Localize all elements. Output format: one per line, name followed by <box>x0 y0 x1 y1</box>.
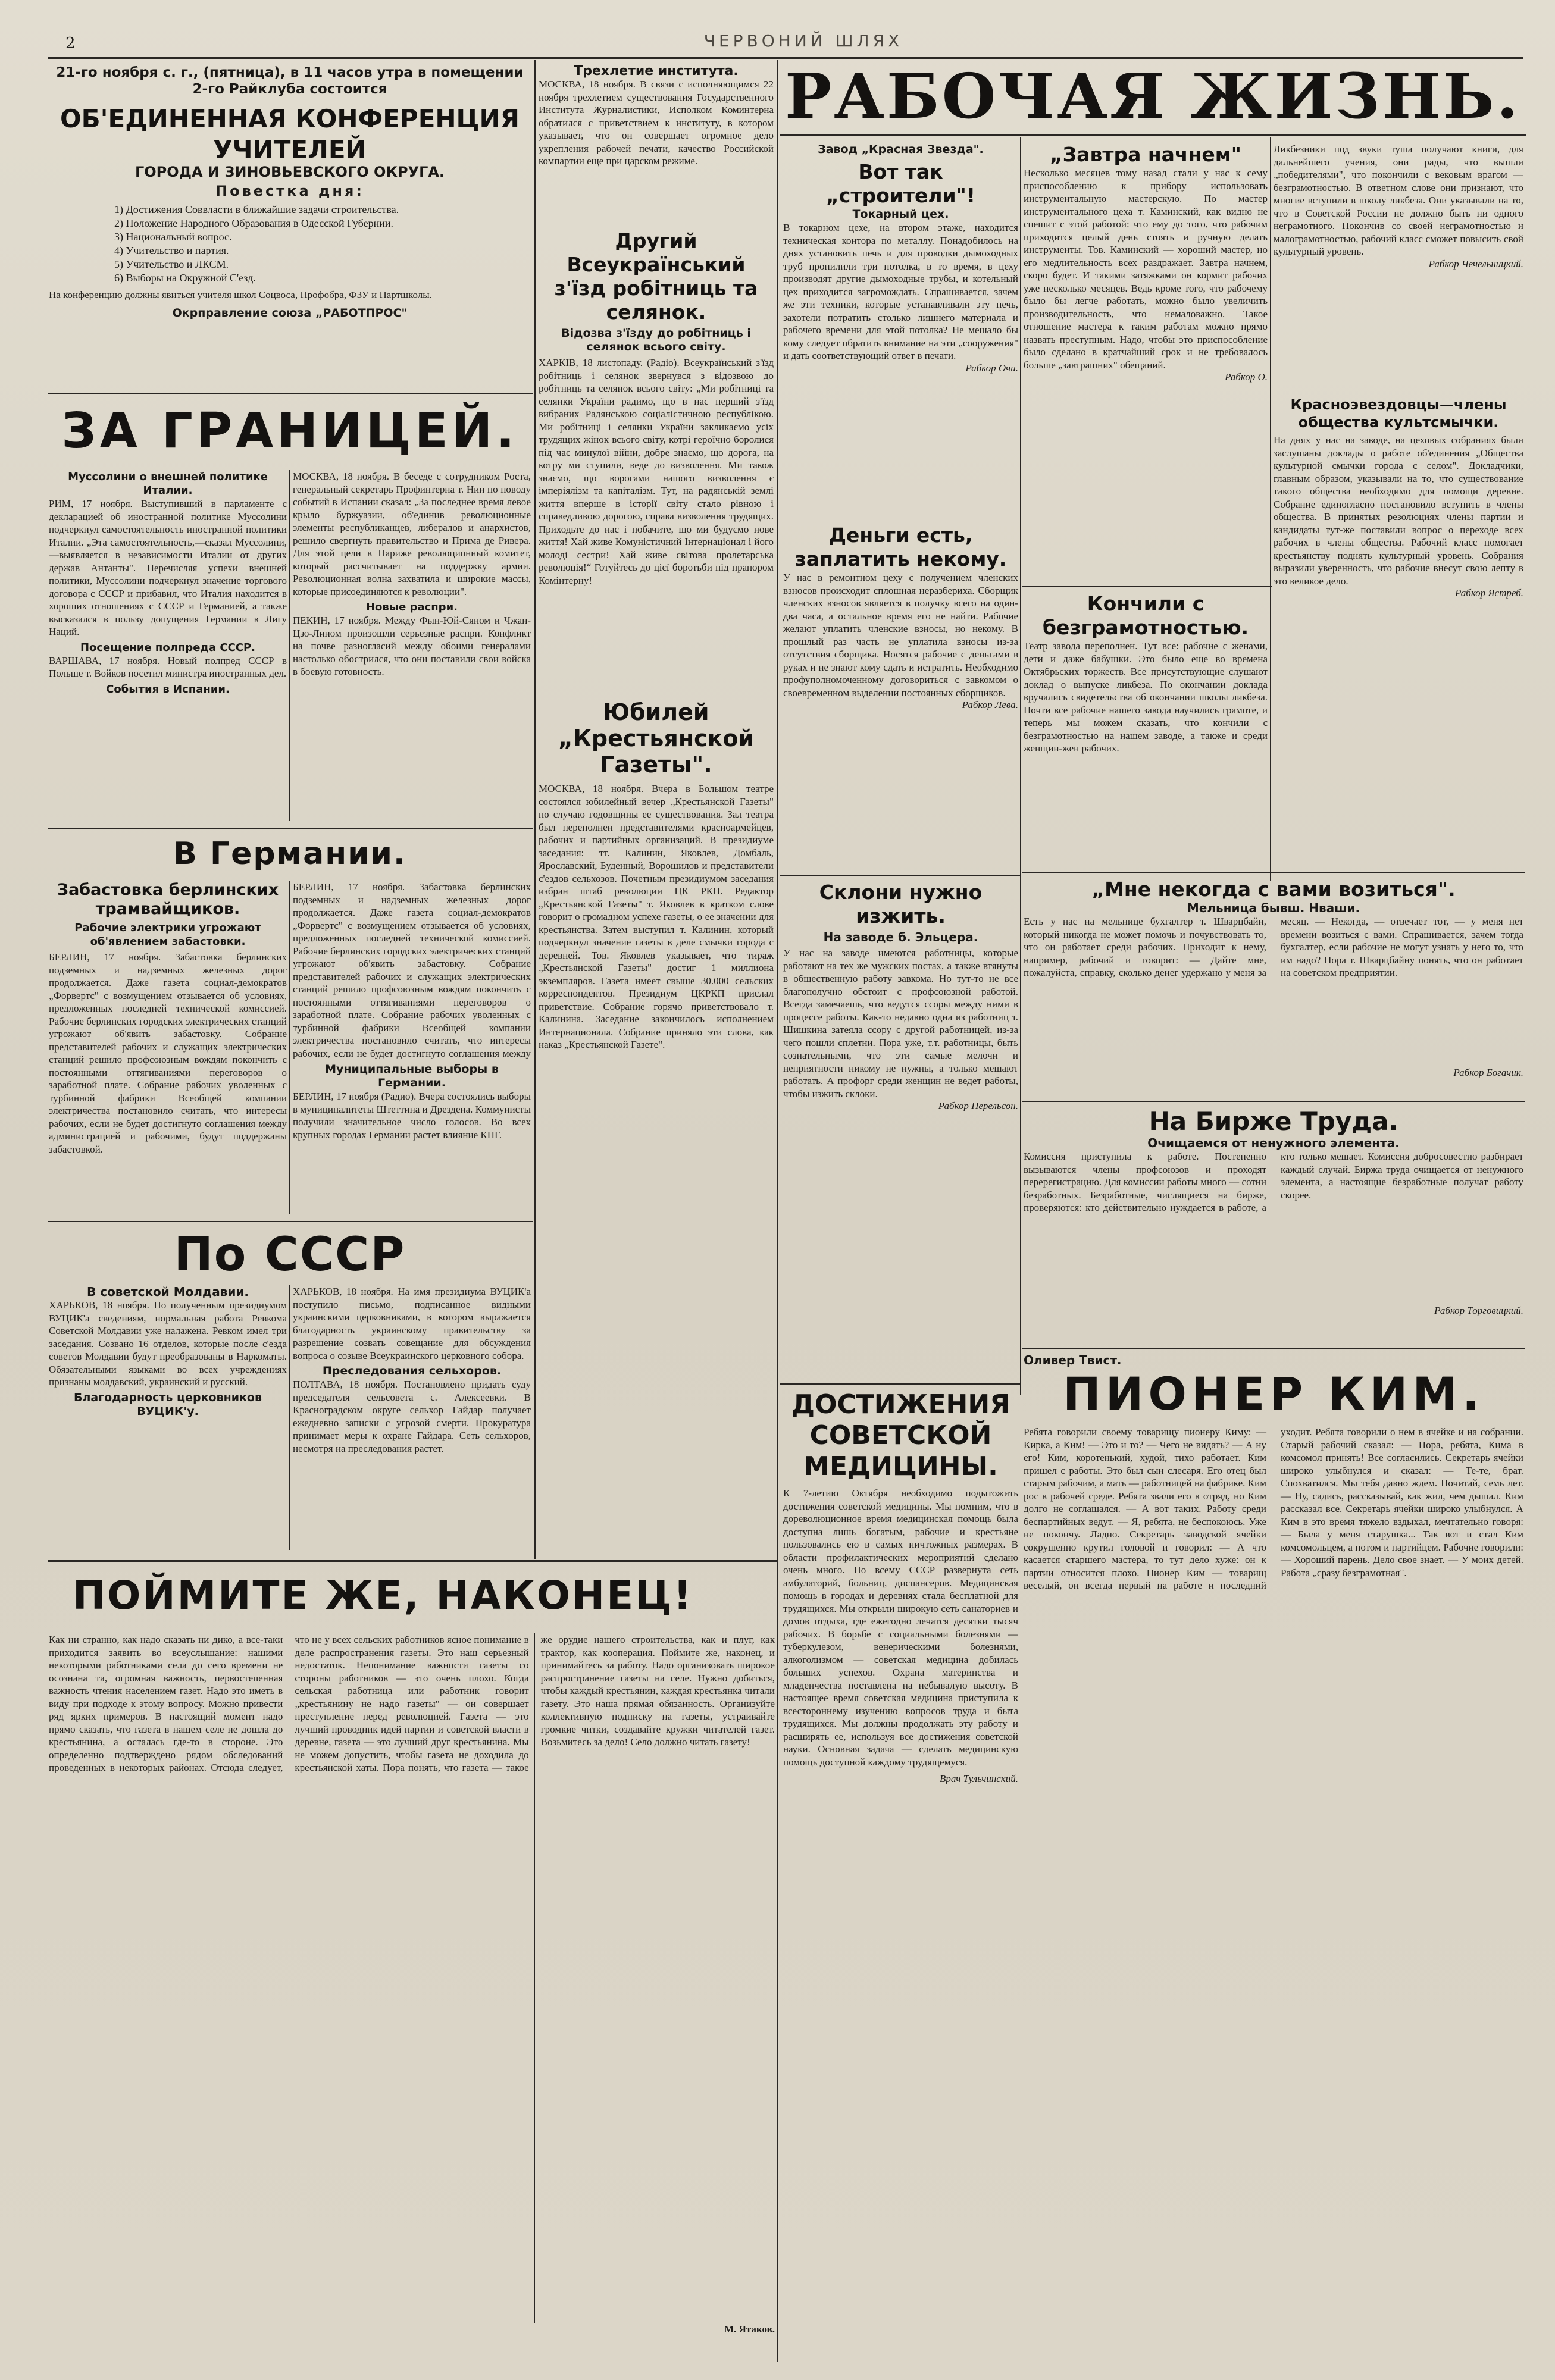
zvezda-factory: Завод „Красная Звезда". <box>818 143 984 156</box>
institute-title: Трехлетие института. <box>574 64 739 79</box>
zvezda-article <box>783 143 1018 524</box>
exchange-title: На Бирже Труда. <box>1149 1107 1398 1136</box>
likbez-article <box>1274 143 1523 393</box>
notime-article <box>1024 878 1523 1098</box>
page-number: 2 <box>65 35 76 52</box>
congress-text: ХАРКІВ, 18 листопаду. (Радіо). Всеукраїнський з'їзд робітниць і селянок звернувся з відозвою до робітниць та селянок всього світу: „Ми робітниці та селянки України радимо, що в нас перший з'їзд вибраних Радянською соціалістичною республікою. Ми робітниці і селянки України закликаємо усіх трудящих жінок всього світу, котрі героїчно боролися під час минулої війни, добре знаємо, що дорога, на котру ми ступили, веде до визволення. Ми також знаємо, що ворогами нашого визволення є імперіялізм та капіталізм. Тут, на радянській землі життя вперше в історії світу стало рівною і справедливою дорогою, справа визволення трудящих. Приходьте до нас і побачите, що ми будуємо нове життя! Хай живе Комуністичний Інтернаціонал і його молоді сестри! Хай живе світова пролетарська революція!“ Готуйтесь до цієї боротьби під прапором Комінтерну! <box>539 357 774 586</box>
conference-signature: Окрправление союза „РАБОТПРОС" <box>172 306 408 320</box>
newspaper-name: ЧЕРВОНИЙ ШЛЯХ <box>703 31 903 51</box>
illiteracy-article <box>1024 592 1268 872</box>
germany-header <box>49 834 531 876</box>
abroad-col-left <box>49 470 287 827</box>
finally-header <box>49 1566 775 1631</box>
jubilee-text: МОСКВА, 18 ноября. Вчера в Большом театре состоялся юбилейный вечер „Крестьянской Газеты" по случаю годовщины ее существования. Зал театра был переполнен представителями красноармейцев, рабочих и партийных организаций. В президиуме заседания: тт. Калинин, Яковлев, Домбаль, Ярославский, Буденный, Ворошилов и представители с'ездов сельхозов. Почетным президиумом заседания избран штаб революции ЦК РКП. Редактор „Крестьянской Газеты" т. Яковлев в кратком слове говорит о громадном успехе газеты, о ее значении для крестьянства. Затем выступил т. Калинин, который подчеркнул значение газеты в деле смычки города с деревней. Тов. Яковлев указывает, что тираж „Крестьянской Газеты" достиг 1 миллиона экземпляров. Газета имеет свыше 30.000 сельских корреспондентов. Президиум ЦКРКП прислал приветствие. Собрание горячо приветствовало т. Калинина. Заседание закончилось исполнением Интернационала. Собрание приняло эти слова, как наказ „Крестьянской Газете". <box>539 783 774 1050</box>
notime-title: „Мне некогда с вами возиться". <box>1091 878 1456 901</box>
izzhit-title: Склони нужно изжить. <box>819 881 983 928</box>
china-title: Новые распри. <box>365 601 458 613</box>
exchange-sub: Очищаемся от ненужного элемента. <box>1147 1136 1400 1150</box>
exchange-text: Комиссия приступила к работе. Постепенно вызываются члены профсоюзов и проходят перерегистрацию. Для комиссии работы много — сотни безработных. Безработные, числящиеся на бирже, проверяются: кто действительно нуждается в работе, а кто только мешает. Комиссия добросовестно разбирает каждый случай. Биржа труда очищается от ненужного элемента, а настоящие безработные получат работу скорее. <box>1024 1151 1523 1213</box>
china-text: ПЕКИН, 17 ноября. Между Фын-Юй-Сяном и Чжан-Цзо-Лином произошли серьезные распри. Конфликт на почве разногласий между обоими генералами настолько обострился, что они поставили свои войска в боевую готовность. <box>293 615 531 677</box>
izzhit-signature: Рабкор Перельсон. <box>938 1100 1018 1111</box>
tomorrow-text: Несколько месяцев тому назад стали у нас к сему приспособлению к прибору использовать инструментальную мастерскую. По мастер инструментального цеха т. Каминский, как видно не спешит с этой работой: что ему до того, что рабочим приходится целый день стоять и ручную делать инструменты. Тов. Каминский — хороший мастер, но его медлительность всех раздражает. Завтра начнем, скоро будет. И такими затяжками он кормит рабочих уже несколько месяцев. Ведь кроме того, что рабочему было бы легче работать, можно было увеличить производительность, что немаловажно. Такое отношение мастера к таким работам можно прямо назвать преступным. Надо, чтобы это приспособление было сделано в кратчайший срок и не требовалось больше „завтрашних" обещаний. <box>1024 167 1268 371</box>
ussr-col-left <box>49 1285 287 1556</box>
abroad-col-right <box>293 470 531 827</box>
elections-text: БЕРЛИН, 17 ноября (Радио). Вчера состоялись выборы в муниципалитеты Штеттина и Дрездена. Коммунисты получили значительное число голосов. Во всех крупных городах Германии растет влияние КПГ. <box>293 1091 531 1141</box>
finally-text: Как ни странно, как надо сказать ни дико, а все-таки приходится заявить во всеуслышание: нашими некоторыми работниками села до сего времени не осознана та, огромная важность, первостепенная важность чтения населением газет. Надо это иметь в виду при подходе к этому вопросу. Можно привести ряд ярких примеров. В настоящий момент надо прямо сказать, что газета в нашем селе не дошла до крестьянина, а осталась где-то в стороне. Это определенно подтверждено рядом обследований проведенных в некоторых районах. Отсюда следует, что не у всех сельских работников ясное понимание в деле распространения газеты. Это наш серьезный недостаток. Непонимание важности газеты со стороны работников — это очень плохо. Когда сельская работница или работник говорит „крестьянину не надо газеты" — он совершает преступление перед революцией. Газета — это лучший проводник идей партии и советской власти в деревне, газета — это лучший друг крестьянина. Мы не можем допустить, чтобы газета не доходила до крестьянской хаты. Пора понять, что газета — такое же орудие нашего строительства, как и плуг, как трактор, как кооперация. Поймите же, наконец, и принимайтесь за работу. Надо организовать широкое распространение газеты на селе. Нужно добиться, чтобы каждый крестьянин, каждая крестьянка читали газету. Это наша прямая обязанность. Организуйте коллективную подписку на газеты, устраивайте громкие читки, создавайте кружки читателей газет. Возьмитесь за дело! Село должно читать газету! <box>49 1634 775 1773</box>
money-title: Деньги есть, заплатить некому. <box>794 524 1007 571</box>
institute-article <box>539 64 774 231</box>
agenda-item: 2) Положение Народного Образования в Одесской Губернии. <box>114 217 393 229</box>
germany-col-right <box>293 881 531 1220</box>
tomorrow-title: „Завтра начнем" <box>1050 143 1241 166</box>
pioneer-title: ПИОНЕР КИМ. <box>1063 1367 1484 1420</box>
embassy-title: Посещение полпреда СССР. <box>80 641 256 654</box>
izzhit-article <box>783 881 1018 1386</box>
izzhit-text: У нас на заводе имеются работницы, которые работают на тех же мужских постах, а также втянуты в общественную работу завкома. Но тут-то не все благополучно обстоит с профсоюзной работой. Всегда замечаешь, что ведутся ссоры между ними в процессе работы. Как-то недавно одна из работниц т. Шишкина затеяла ссору с другой работницей, из-за чего пошли сплетни. Пора уже, т.т. работницы, быть сознательными, что эти самые мелочи и неприятности никому не нужны, а только мешают работать. А профорг среди женщин не ведет работы, чтобы изжить склоки. <box>783 947 1018 1100</box>
notime-signature: Рабкор Богачик. <box>1453 1067 1523 1078</box>
agenda-item: 4) Учительство и партия. <box>114 245 229 256</box>
institute-text: МОСКВА, 18 ноября. В связи с исполняющимся 22 ноября трехлетием существования Государственного Института Журналистики, Исполком Коминтерна обратился с приветствием к институту, в котором указывает, что он совершает огромное дело укрепления рабочей печати, качество Российской компартии еще при царском режиме. <box>539 79 774 167</box>
izzhit-sub: На заводе б. Эльцера. <box>823 930 978 944</box>
strike-text-cont: БЕРЛИН, 17 ноября. Забастовка берлинских подземных и надземных железных дорог продолжается. Даже газета социал-демократов „Форвертс" с возмущением отзывается об условиях, предложенных последней технической комиссией. Рабочие берлинских городских электрических станций угрожают об'явить забастовку. Собрание представителей рабочих и служащих электрических станций решило профсоюзным вождям покончить с постоянными оттягиваниями переговоров о заработной плате. Собрание рабочих уволенных с турбинной фабрики Всеобщей компании электричества постановило считать, что интересы рабочих, если не будет достигнуто соглашения между <box>293 881 531 1059</box>
jubilee-title: Юбилей „Крестьянской Газеты". <box>558 699 755 778</box>
tomorrow-article <box>1024 143 1268 619</box>
germany-title: В Германии. <box>173 836 406 872</box>
society-text: На днях у нас на заводе, на цеховых собраниях были заслушаны доклады о работе об'единения „Общества культурной смычки города с селом". Докладчики, главным образом, указывали на то, что существование такого общества необходимо для помощи деревне. Собрание единогласно постановило вступить в члены общества. В принятых резолюциях члены партии и кандидаты тут-же поставили вопрос о переходе всех рабочих в члены общества. Рабочий класс помогает крестьянству поднять культурный уровень. Собрания выразили уверенность, что рабочие внесут свою лепту в это великое дело. <box>1274 434 1523 587</box>
agenda-list <box>49 203 531 285</box>
newspaper-jubilee-article <box>539 699 774 1556</box>
spain-text: МОСКВА, 18 ноября. В беседе с сотрудником Роста, генеральный секретарь Профинтерна т. Нин по поводу событий в Испании сказал: „За последнее время левое крыло буржуазии, об'единив революционные элементы республиканцев, либералов и анархистов, решило свергнуть правительство и Прима де Ривера. Для этой цели в Париже революционный комитет, который рассчитывает на поддержку армии. Революционная волна захватила и широкие массы, которые присоединяются к революции". <box>293 471 531 597</box>
agenda-label: Повестка дня: <box>215 183 364 199</box>
abroad-header <box>49 399 531 464</box>
strike-text: БЕРЛИН, 17 ноября. Забастовка берлинских подземных и надземных железных дорог продолжается. Даже газета социал-демократов „Форвертс" с возмущением отзывается об условиях, предложенных последней технической комиссией. Рабочие берлинских городских электрических станций угрожают об'явить забастовку. Собрание представителей рабочих и служащих электрических станций решило профсоюзным вождям покончить с постоянными оттягиваниями переговоров о заработной плате. Собрание рабочих уволенных с турбинной фабрики Всеобщей компании электричества постановило считать, что интересы рабочих, если не будет достигнуто соглашения между администрацией и рабочими, будут поддержаны забастовкой. <box>49 951 287 1155</box>
exchange-article <box>1024 1107 1523 1345</box>
elections-title: Муниципальные выборы в Германии. <box>325 1063 499 1089</box>
likbez-signature: Рабкор Чечельницкий. <box>1428 258 1523 270</box>
finally-title: ПОЙМИТЕ ЖЕ, НАКОНЕЦ! <box>73 1573 693 1618</box>
society-signature: Рабкор Ястреб. <box>1455 587 1523 599</box>
likbez-text: Ликбезники под звуки туша получают книги, для дальнейшего учения, они рады, что вышли „победителями", что покончили с вековым врагом — безграмотностью. В ответном слове они признают, что многие вступили в школу ликбеза. Они указывали на то, что в Советской России не должно быть ни одного неграмотного. Покончив со своей неграмотностью и малограмотностью, рабочий класс сможет повысить свой культурный уровень. <box>1274 143 1523 257</box>
zvezda-signature: Рабкор Очи. <box>965 362 1018 374</box>
germany-col-left <box>49 881 287 1220</box>
illiteracy-title: Кончили с безграмотностью. <box>1042 592 1249 639</box>
abroad-title: ЗА ГРАНИЦЕЙ. <box>61 403 518 459</box>
conference-note: На конференцию должны явиться учителя школ Соцвоса, Профобра, ФЗУ и Партшколы. <box>49 289 432 300</box>
spain-title: События в Испании. <box>106 682 230 696</box>
ussr-title: По СССР <box>174 1228 406 1282</box>
agenda-item: 5) Учительство и ЛКСМ. <box>114 258 229 270</box>
trial-title: Преследования сельхоров. <box>322 1364 502 1377</box>
thanks-title: Благодарность церковников ВУЦИК'у. <box>73 1391 262 1418</box>
medicine-title: ДОСТИЖЕНИЯ СОВЕТСКОЙ МЕДИЦИНЫ. <box>791 1389 1010 1482</box>
money-text: У нас в ремонтном цеху с получением членских взносов происходит сплошная неразбериха. Сборщик членских взносов является в получку всего на один-два часа, а остальное время его не найти. Рабочие желают уплатить членские взносы, но некому. В прошлый раз часть не уплатила взносы из-за отсутствия сборщика. Носятся рабочие с деньгами в руках и не знают кому сдать и истратить. Необходимо профуполномоченному договориться с завкомом о своевременном выделении постоянных сборщиков. <box>783 572 1018 699</box>
congress-subtitle: Відозва з'їзду до робітниць і селянок всього світу. <box>561 327 751 353</box>
zvezda-text: В токарном цехе, на втором этаже, находится техническая контора по металлу. Понадобилось на днях установить печь и для проводки дымоходных труб пропилили три потолка, в то время, в цеху производят другие дымоходные трубы, и котельный цех приходится загромождать. Спрашивается, зачем же эти техники, которые устанавливали эту печь, захотели потратить столько лишнего материала и рабочего времени для этой потолка? Не мешало бы кому следует обратить внимание на эти „сооружения" и дать соответствующий ответ в печати. <box>783 222 1018 361</box>
conference-title: ОБ'ЕДИНЕННАЯ КОНФЕРЕНЦИЯ УЧИТЕЛЕЙ <box>60 104 520 164</box>
pioneer-author: Оливер Твист. <box>1024 1354 1122 1367</box>
pioneer-text: Ребята говорили своему товарищу пионеру Киму: — Кирка, а Ким! — Это и то? — Чего не видать? — А ну его! Ким, коротенький, худой, тихо работает. Ким пришел с работы. Это был сын слесаря. Его отец был старым рабочим, а мать — работницей на фабрике. Ким рос в рабочей среде. Ребята звали его в отряд, но Ким долго не соглашался. — А вот таких. Работу среди беспартийных ведут. — Я, ребята, не беспокоюсь. Уже не покончу. Ладно. Секретарь заводской ячейки сокрушенно крутил головой и говорил: — А что касается старшего мастера, то тут дело хуже: он к партии относится плохо. Пионер Ким — товарищ веселый, он всегда первый на работе и последний уходит. Ребята говорили о нем в ячейке и на собрании. Старый рабочий сказал: — Пора, ребята, Кима в комсомол принять! Все согласились. Секретарь ячейки широко улыбнулся и сказал: — Те-те, брат. Спохватился. Мы тебя давно ждем. Почитай, семь лет. — Ну, садись, рассказывай, как жил, чем дышал. Ким рассказал все. Секретарь ячейки широко улыбнулся. А Ким в это время тяжело вздыхал, мечтательно говоря: — Была у меня старушка... Так вот и стал Ким комсомольцем, а потом и партийцем. Рабочие говорили: — Хороший парень. Дело свое знает. — У моих детей. Работа „сразу безграмотная". <box>1024 1426 1523 1591</box>
exchange-signature: Рабкор Торговицкий. <box>1434 1305 1523 1316</box>
congress-title: Другий Всеукраїнський з'їзд робітниць та селянок. <box>554 229 758 324</box>
moldavia-title: В советской Молдавии. <box>87 1285 249 1299</box>
thanks-text: ХАРЬКОВ, 18 ноября. На имя президиума ВУЦИК'а поступило письмо, подписанное видными украинскими церковниками, в котором выражается благодарность украинскому правительству за разрешение созвать совещание для обсуждения вопроса о созыве Всеукраинского церковного собора. <box>293 1286 531 1361</box>
agenda-item: 3) Национальный вопрос. <box>114 231 232 243</box>
trial-text: ПОЛТАВА, 18 ноября. Постановлено придать суду председателя сельсовета с. Алексеевки. В Красноградском округе сельхор Гайдар получает ежедневно записки с угрозой смерти. Прокуратура принимает меры к охране Гайдара. Сеть сельхоров, несмотря на преследования растет. <box>293 1379 531 1454</box>
society-article <box>1274 396 1523 872</box>
pioneer-story <box>1024 1354 1523 2359</box>
illiteracy-text: Театр завода переполнен. Тут все: рабочие с женами, дети и даже бабушки. Это было еще во времена Октябрьских торжеств. Все присутствующие слушают доклад о выпуске ликбеза. По окончании доклада вручались свидетельства об окончании школы ликбеза. Почти все рабочие нашего завода научились грамоте, и теперь мы можем сказать, что кончили с безграмотностью на нашем заводе, а также и среди женщин-жен рабочих. <box>1024 640 1268 754</box>
tomorrow-signature: Рабкор О. <box>1225 371 1268 383</box>
notime-text: Есть у нас на мельнице бухгалтер т. Шварцбайн, который никогда не может помочь и почувствовать то, что он работает среди рабочих. Приходит к нему, например, рабочий и говорит: — Дайте мне, пожалуйста, справку, сколько денег удержано у меня за месяц. — Некогда, — отвечает тот, — у меня нет времени возиться с вами. Спрашивается, зачем тогда бухгалтер, если рабочие не могут узнать у него то, что им надо? Пора т. Шварцбайну понять, что он работает на советском предприятии. <box>1024 916 1523 978</box>
agenda-item: 6) Выборы на Окружной С'езд. <box>114 272 256 284</box>
strike-title: Забастовка берлинских трамвайщиков. <box>57 881 279 918</box>
money-signature: Рабкор Лева. <box>962 699 1018 710</box>
finally-article <box>49 1633 775 2353</box>
agenda-item: 1) Достижения Соввласти в ближайшие задачи строительства. <box>114 203 399 215</box>
congress-article <box>539 229 774 711</box>
medicine-article <box>783 1389 1018 2353</box>
embassy-text: ВАРШАВА, 17 ноября. Новый полпред СССР в Польше т. Войков посетил министра иностранных дел. <box>49 654 287 679</box>
medicine-text: К 7-летию Октября необходимо подытожить достижения советской медицины. Мы помним, что в дореволюционное время медицинская помощь была доступна лишь богатым, рабочие и крестьяне пользовались ею в самых ничтожных размерах. В области профилактических мероприятий сделано очень много. По всему СССР развернута сеть амбулаторий, больниц, диспансеров. Медицинская помощь в городах и деревнях стала бесплатной для трудящихся. Мы открыли широкую сеть санаториев и домов отдыха, где ежегодно лечатся десятки тысяч рабочих. В борьбе с социальными болезнями — туберкулезом, венерическими болезнями, алкоголизмом — советская медицина добилась больших успехов. Охрана материнства и младенчества поставлена на небывалую высоту. В настоящее время советская медицина приступила к всестороннему изучению вопросов труда и быта трудящихся. Мы должны продолжать эту работу и расширять ее, используя все достижения советской науки. Основная задача — сделать медицинскую помощь доступной каждому трудящемуся. <box>783 1488 1018 1768</box>
rabochaya-title: РАБОЧАЯ ЖИЗНЬ. <box>785 61 1520 132</box>
conference-intro: 21-го ноября с. г., (пятница), в 11 часов утра в помещении 2-го Райклуба состоится <box>56 65 524 97</box>
zvezda-title: Вот так „строители"! <box>826 160 975 207</box>
moldavia-text: ХАРЬКОВ, 18 ноября. По полученным президиумом ВУЦИК'а сведениям, нормальная работа Ревкома Советской Молдавии уже налажена. Ревком имел три заседания. Созвано 16 отделов, которые после с'езда советов Молдавии будут преобразованы в Наркоматы. Обязательными языками во всех учреждениях признаны молдавский, украинский и русский. <box>49 1299 287 1388</box>
society-title: Красноэвездовцы—члены общества культсмычки. <box>1290 396 1507 431</box>
finally-signature: М. Ятаков. <box>724 2323 775 2335</box>
mussolini-title: Муссолини о внешней политике Италии. <box>68 471 268 497</box>
ussr-header <box>49 1227 531 1283</box>
zvezda-sub: Токарный цех. <box>852 208 949 221</box>
notime-sub: Мельница бывш. Нваши. <box>1187 901 1360 915</box>
ussr-col-right <box>293 1285 531 1556</box>
rabochaya-header <box>781 61 1525 132</box>
medicine-signature: Врач Тульчинский. <box>940 1773 1018 1784</box>
conference-notice <box>49 64 531 397</box>
money-article <box>783 524 1018 875</box>
strike-subtitle: Рабочие электрики угрожают об'явлением забастовки. <box>74 922 261 948</box>
mussolini-text: РИМ, 17 ноября. Выступивший в парламенте с декларацией об иностранной политике Муссолини подчеркнул самостоятельность иностранной политики Италии. „Эта самостоятельность,—сказал Муссолини,—выявляется в независимости Италии от других держав Антанты". Перечисляя успехи внешней политики, Муссолини подчеркнул значение торгового договора с СССР и прибавил, что Италия находится в хороших отношениях с СССР и Германией, а также высказался в пользу допущения Германии в Лигу Наций. <box>49 498 287 637</box>
conference-subtitle: ГОРОДА И ЗИНОВЬЕВСКОГО ОКРУГА. <box>134 164 445 180</box>
